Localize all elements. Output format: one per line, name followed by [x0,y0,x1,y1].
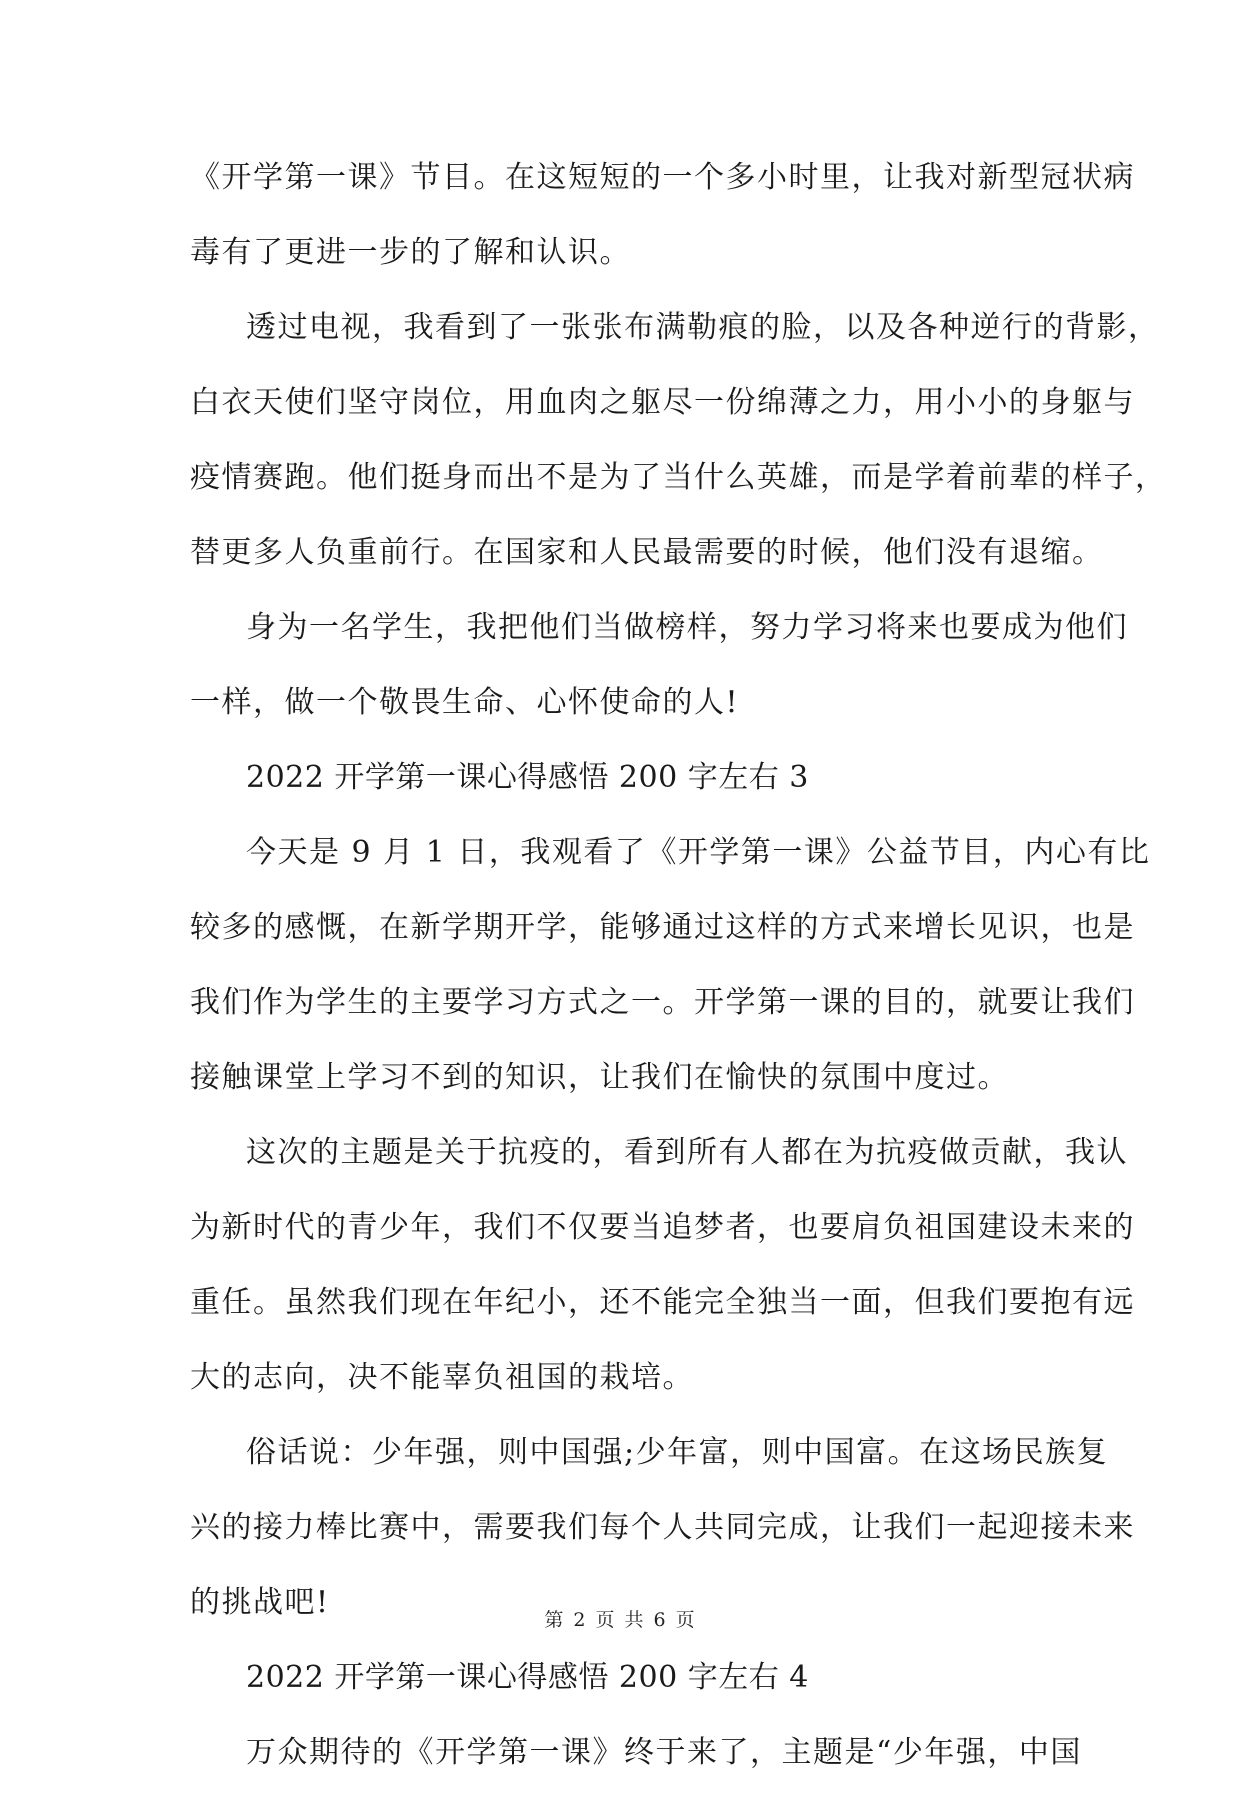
paragraph-line: 大的志向，决不能辜负祖国的栽培。 [190,1360,694,1395]
paragraph-line: 《开学第一课》节目。在这短短的一个多小时里，让我对新型冠状病 [190,160,1135,195]
paragraph-line: 替更多人负重前行。在国家和人民最需要的时候，他们没有退缩。 [190,535,1104,570]
paragraph-line: 我们作为学生的主要学习方式之一。开学第一课的目的，就要让我们 [190,985,1135,1020]
section-heading: 2022 开学第一课心得感悟 200 字左右 3 [246,760,809,795]
paragraph-line: 俗话说：少年强，则中国强;少年富，则中国富。在这场民族复 [246,1435,1109,1470]
paragraph-line: 毒有了更进一步的了解和认识。 [190,235,631,270]
paragraph-line: 重任。虽然我们现在年纪小，还不能完全独当一面，但我们要抱有远 [190,1285,1135,1320]
paragraph-line: 为新时代的青少年，我们不仅要当追梦者，也要肩负祖国建设未来的 [190,1210,1135,1245]
paragraph-line: 这次的主题是关于抗疫的，看到所有人都在为抗疫做贡献，我认 [246,1135,1128,1170]
section-heading: 2022 开学第一课心得感悟 200 字左右 4 [246,1660,809,1695]
page-footer: 第 2 页 共 6 页 [544,1609,697,1631]
paragraph-line: 的挑战吧! [190,1585,330,1620]
paragraph-line: 一样，做一个敬畏生命、心怀使命的人! [190,685,740,720]
paragraph-line: 透过电视，我看到了一张张布满勒痕的脸，以及各种逆行的背影， [246,310,1160,345]
paragraph-line: 身为一名学生，我把他们当做榜样，努力学习将来也要成为他们 [246,610,1128,645]
paragraph-line: 兴的接力棒比赛中，需要我们每个人共同完成，让我们一起迎接未来 [190,1510,1135,1545]
document-body [190,158,1167,1808]
paragraph-line: 较多的感慨，在新学期开学，能够通过这样的方式来增长见识，也是 [190,910,1135,945]
paragraph-line: 疫情赛跑。他们挺身而出不是为了当什么英雄，而是学着前辈的样子， [190,460,1167,495]
paragraph-line: 接触课堂上学习不到的知识，让我们在愉快的氛围中度过。 [190,1060,1009,1095]
paragraph-line: 万众期待的《开学第一课》终于来了，主题是“少年强，中国 [246,1735,1082,1770]
paragraph-line: 今天是 9 月 1 日，我观看了《开学第一课》公益节目，内心有比 [246,835,1151,870]
paragraph-line: 白衣天使们坚守岗位，用血肉之躯尽一份绵薄之力，用小小的身躯与 [190,385,1135,420]
